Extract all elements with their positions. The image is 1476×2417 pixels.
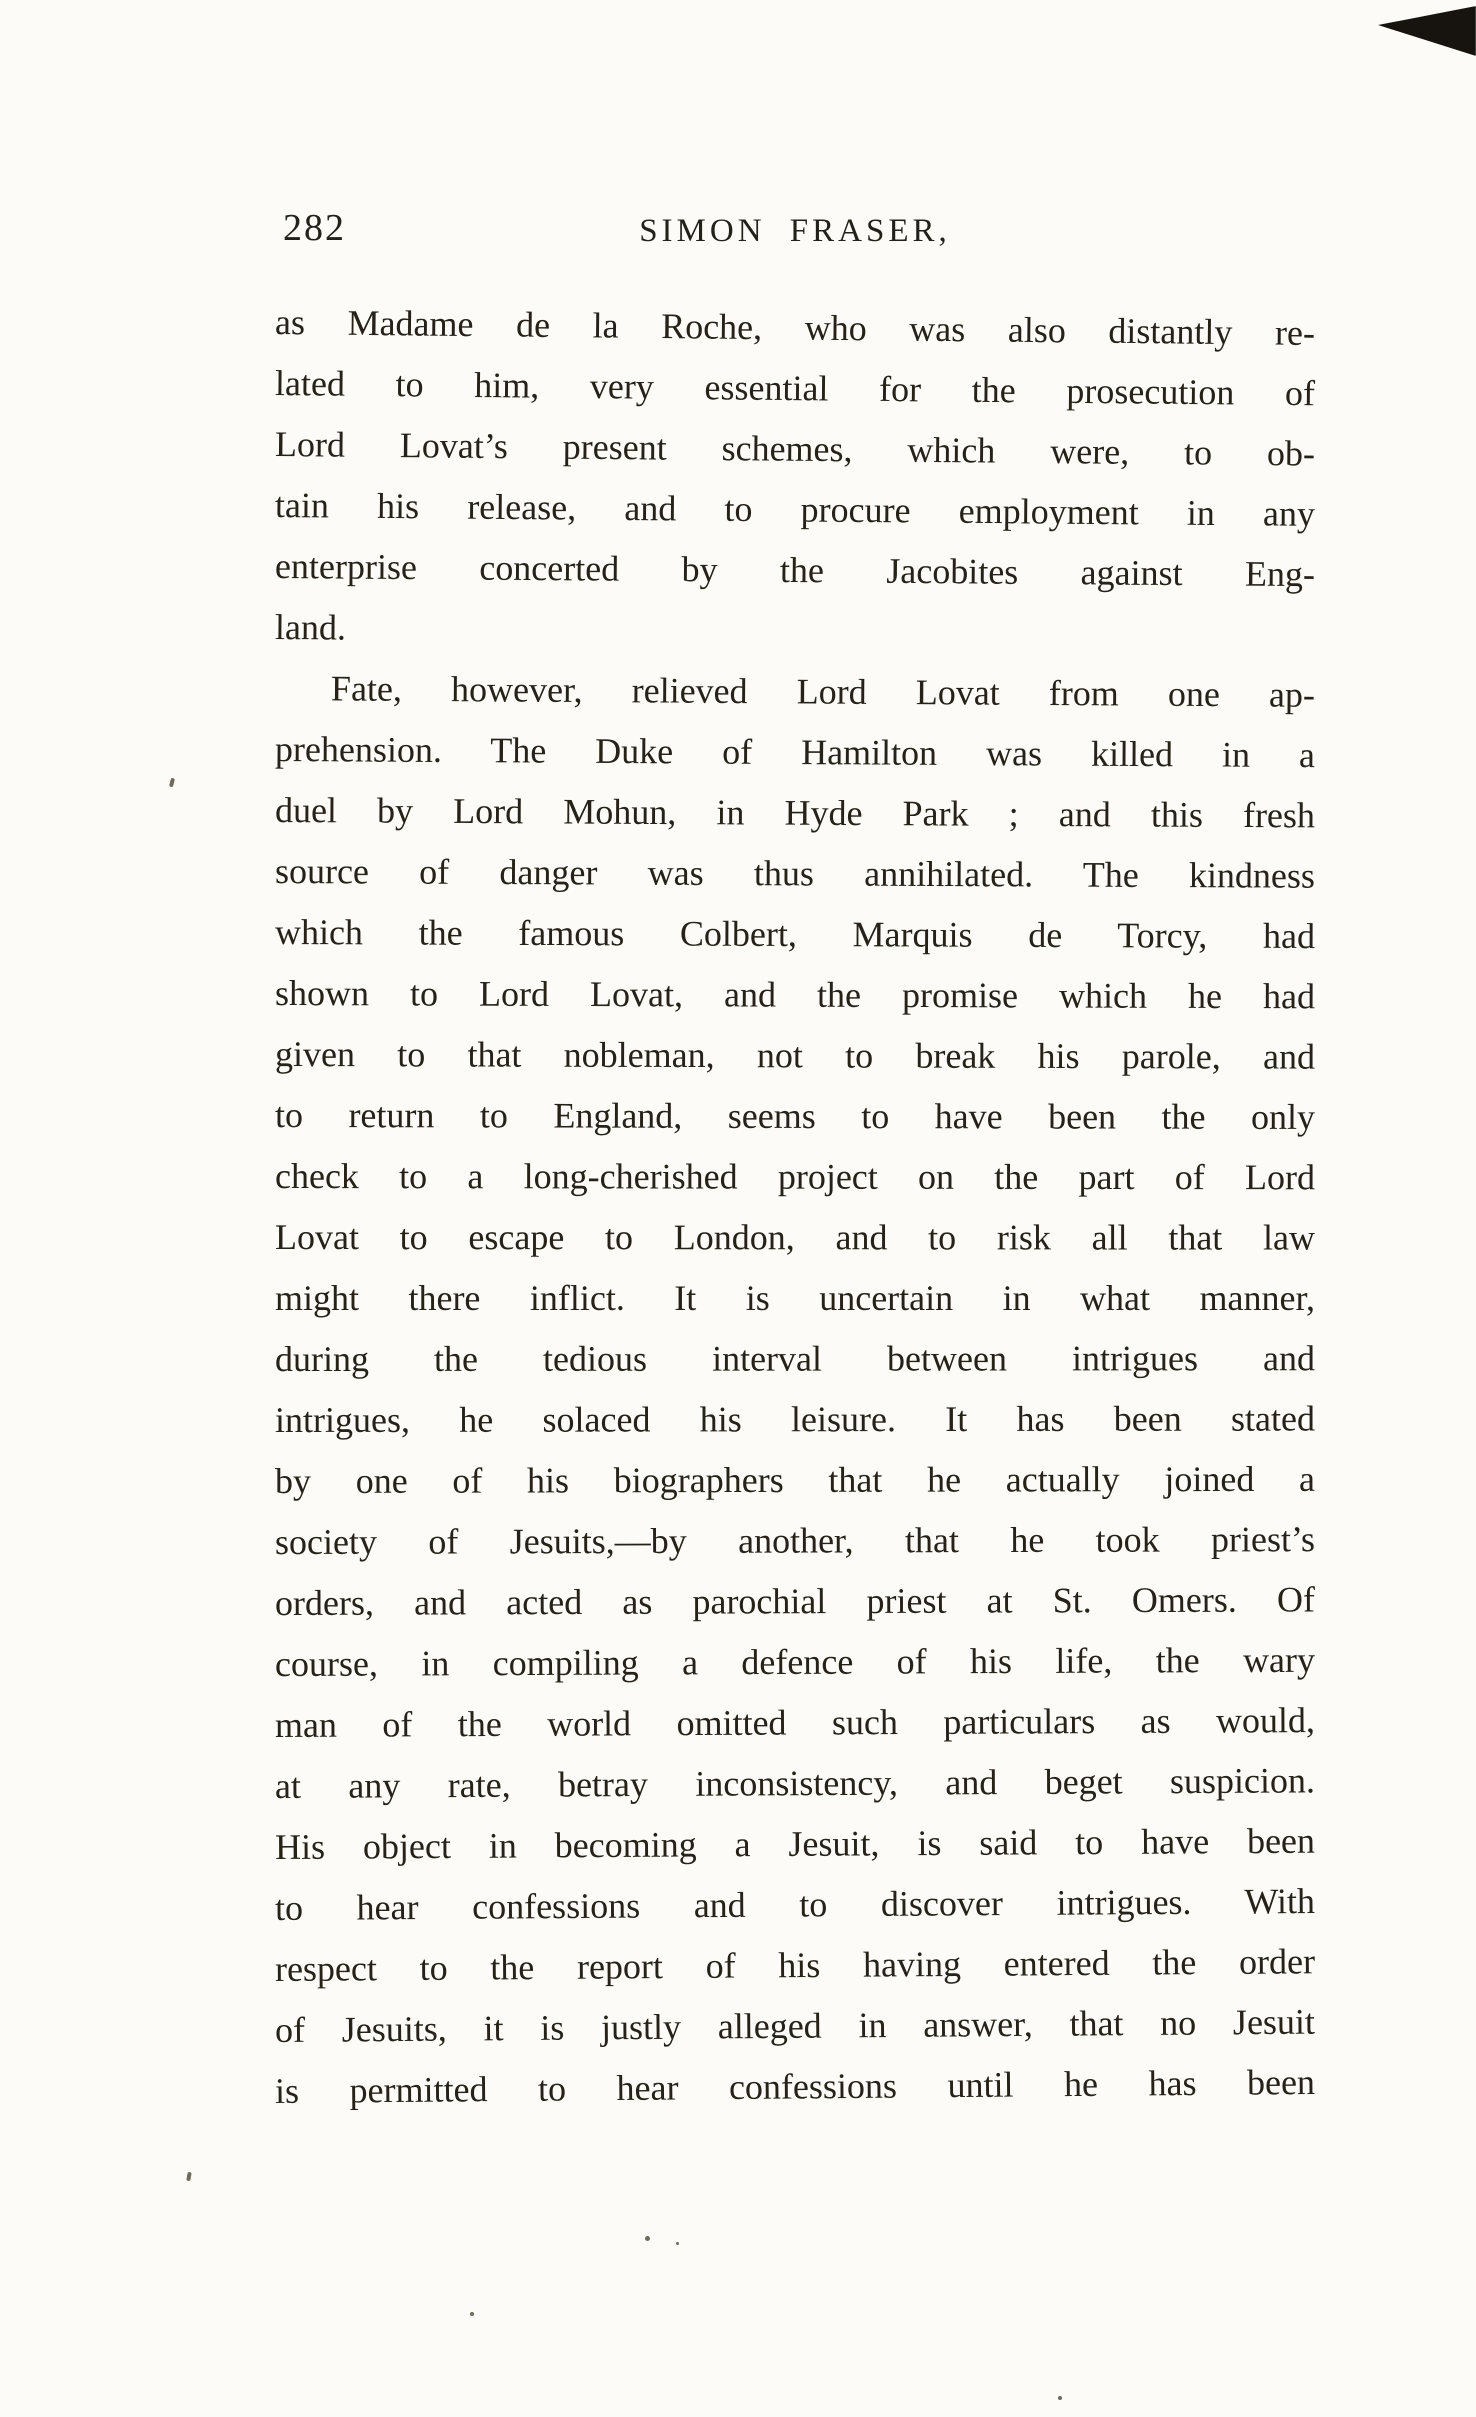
scan-speck <box>645 2236 650 2241</box>
page-text <box>275 292 1315 2122</box>
text-line: respect to the report of his having entered the order <box>274 1941 1316 1989</box>
text-line: His object in becoming a Jesuit, is said to have been <box>274 1820 1316 1867</box>
scan-speck <box>1058 2396 1062 2400</box>
text-line: to hear confessions and to discover intrigues. With <box>274 1880 1316 1928</box>
text-line: might there inflict. It is uncertain in what manner, <box>274 1277 1316 1318</box>
scan-speck <box>186 2172 192 2182</box>
scan-speck <box>676 2242 679 2245</box>
text-line: which the famous Colbert, Marquis de Torcy, had <box>274 912 1316 957</box>
text-line: intrigues, he solaced his leisure. It has been stated <box>274 1398 1316 1440</box>
text-line: tain his release, and to procure employment in any <box>274 485 1316 534</box>
text-line: check to a long-cherished project on the part of Lord <box>274 1156 1316 1198</box>
text-line: man of the world omitted such particulars as would, <box>274 1700 1316 1745</box>
text-line: lated to him, very essential for the prosecution of <box>274 363 1316 414</box>
running-header: SIMON FRASER, <box>639 213 951 249</box>
text-line: orders, and acted as parochial priest at St. Omers. Of <box>274 1579 1316 1623</box>
text-line: shown to Lord Lovat, and the promise which he had <box>274 973 1316 1017</box>
scan-speck <box>470 2312 474 2316</box>
text-line: duel by Lord Mohun, in Hyde Park ; and this fresh <box>274 790 1316 836</box>
text-line: source of danger was thus annihilated. The kindness <box>274 851 1316 896</box>
text-line: as Madame de la Roche, who was also distantly re- <box>274 302 1316 353</box>
text-line: during the tedious interval between intrigues and <box>274 1338 1316 1379</box>
page-number: 282 <box>283 207 346 249</box>
text-line: is permitted to hear confessions until he has been <box>274 2061 1316 2111</box>
text-line: Lord Lovat’s present schemes, which were, to ob- <box>274 424 1316 474</box>
text-line: of Jesuits, it is justly alleged in answer, that no Jesuit <box>274 2001 1316 2050</box>
text-line: Lovat to escape to London, and to risk all that law <box>274 1217 1316 1258</box>
text-line: enterprise concerted by the Jacobites against Eng- <box>274 546 1316 595</box>
text-line: given to that nobleman, not to break his parole, and <box>274 1034 1316 1077</box>
text-line: by one of his biographers that he actually joined a <box>274 1458 1316 1501</box>
text-line: at any rate, betray inconsistency, and beget suspicion. <box>274 1760 1316 1806</box>
scan-speck <box>169 778 175 788</box>
text-line: Fate, however, relieved Lord Lovat from one ap- <box>330 668 1316 715</box>
text-line: to return to England, seems to have been the only <box>274 1095 1316 1137</box>
text-line: land. <box>274 607 347 648</box>
text-line: prehension. The Duke of Hamilton was killed in a <box>274 729 1316 776</box>
page-corner-fold-artifact <box>1378 6 1476 56</box>
text-line: course, in compiling a defence of his life, the wary <box>274 1639 1316 1684</box>
text-line: society of Jesuits,—by another, that he took priest’s <box>274 1519 1316 1562</box>
